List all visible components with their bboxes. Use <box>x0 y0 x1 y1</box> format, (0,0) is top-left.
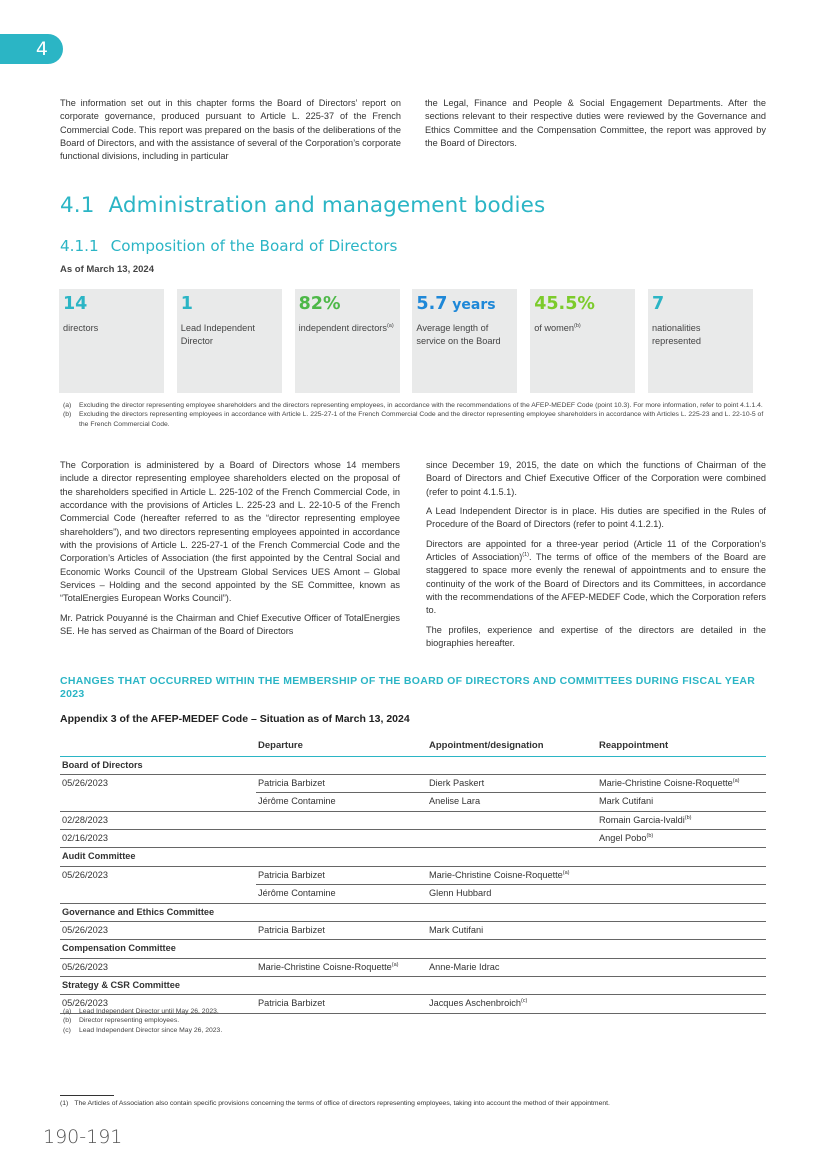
section-heading <box>60 190 545 221</box>
table-row: 02/28/2023 Romain Garcia-Ivaldi$^{(b)}$ <box>60 811 766 829</box>
kpi-notes <box>63 401 765 429</box>
body-left <box>60 459 400 656</box>
table-row: 05/26/2023 Patricia Barbizet Jacques Aschenbroich$^{(c)}$ <box>60 995 766 1013</box>
kpi-label: of women$^{(b)}$ <box>534 322 581 333</box>
kpi-value: 82% <box>298 294 341 314</box>
kpi-value: 1 <box>180 294 193 314</box>
paragraph: since December 19, 2015, the date on which the functions of Chairman of the Board of Directors and Chief Executive Officer of the Corporation were combined (refer to point 4.1.5.1). <box>426 460 766 497</box>
table-row: 05/26/2023 Patricia Barbizet Marie-Christine Coisne-Roquette$^{(a)}$ <box>60 866 766 884</box>
body-text <box>60 459 766 656</box>
appendix-title: Appendix 3 of the AFEP-MEDEF Code – Situation as of March 13, 2024 <box>60 713 410 725</box>
note: (a) Lead Independent Director until May 26, 2023. <box>63 1008 219 1015</box>
page-number: 190-191 <box>43 1126 123 1148</box>
note: (b) Director representing employees. <box>63 1017 180 1025</box>
subsection-heading <box>60 235 397 257</box>
changes-table <box>60 737 766 1014</box>
kpi-value: 45.5% <box>534 294 595 314</box>
col-reappointment: Reappointment <box>597 737 766 756</box>
subsection-number: 4.1.1 <box>60 237 99 255</box>
kpi-card <box>530 289 635 393</box>
section-number: 4.1 <box>60 193 95 218</box>
table-section: Strategy & CSR Committee <box>60 976 766 994</box>
table-section: Audit Committee <box>60 848 766 866</box>
paragraph: The profiles, experience and expertise of the directors are detailed in the biographies hereafter. <box>426 624 766 649</box>
kpi-card <box>295 289 400 393</box>
footnote-ref: (1) <box>522 552 530 558</box>
changes-title: CHANGES THAT OCCURRED WITHIN THE MEMBERSHIP OF THE BOARD OF DIRECTORS AND COMMITTEES DURING FISCAL YEAR 2023 <box>60 675 756 700</box>
kpi-row <box>59 289 753 393</box>
section-title: Administration and management bodies <box>108 193 546 218</box>
table-section: Board of Directors <box>60 756 766 774</box>
table-notes <box>63 1007 222 1035</box>
table-header <box>60 737 766 756</box>
footnote: (1) The Articles of Association also contain specific provisions concerning the terms of office of directors representing employees, taking into account the method of their appointment. <box>60 1100 610 1107</box>
note: (b) Excluding the directors representing employees in accordance with Article L. 225-27-1 of the French Commercial Code and the director representing employee shareholders in accordance with Articles L. 225-23 and L. 22-10-5 of the French Commercial Code. <box>63 411 764 428</box>
subsection-title: Composition of the Board of Directors <box>110 237 398 255</box>
table-row: 02/16/2023 Angel Pobo$^{(b)}$ <box>60 830 766 848</box>
kpi-card <box>59 289 164 393</box>
body-right <box>426 459 766 656</box>
col-appointment: Appointment/designation <box>427 737 597 756</box>
paragraph: Mr. Patrick Pouyanné is the Chairman and Chief Executive Officer of TotalEnergies SE. He has served as Chairman of the Board of Directors <box>60 612 400 637</box>
chapter-number: 4 <box>35 38 48 60</box>
intro-left: The information set out in this chapter forms the Board of Directors’ report on corporate governance, produced pursuant to Article L. 225-37 of the French Commercial Code. This report was prepared on the basis of the deliberations of the Board of Directors, and with the assistance of several of the Corporation’s corporate functional divisions, including in particular <box>60 98 401 162</box>
kpi-label: independent directors$^{(a)}$ <box>298 322 394 333</box>
kpi-card <box>177 289 282 393</box>
table-row: Jérôme Contamine Anelise Lara Mark Cutifani <box>60 793 766 811</box>
kpi-value: 14 <box>63 294 88 314</box>
paragraph: A Lead Independent Director is in place. His duties are specified in the Rules of Procedure of the Board of Directors (refer to point 4.1.2.1). <box>426 506 766 530</box>
kpi-label: Lead Independent Director <box>180 323 255 346</box>
table-row: 05/26/2023 Patricia Barbizet Dierk Paskert Marie-Christine Coisne-Roquette$^{(a)}$ <box>60 775 766 793</box>
table-row: Jérôme Contamine Glenn Hubbard <box>60 885 766 903</box>
kpi-card <box>412 289 517 393</box>
kpi-card <box>648 289 753 393</box>
table-row: 05/26/2023 Marie-Christine Coisne-Roquette$^{(a)}$ Anne-Marie Idrac <box>60 958 766 976</box>
kpi-label: Average length of service on the Board <box>416 323 501 346</box>
kpi-label: directors <box>63 323 99 333</box>
note: (a) Excluding the director representing employee shareholders and the directors representing employees, in accordance with the recommendations of the AFEP-MEDEF Code (point 10.3). For more information, refer to point 4.1.1.4. <box>63 402 763 409</box>
paragraph: Directors are appointed for a three-year period (Article 11 of the Corporation’s Articles of Association)$^{(1)}$. The terms of office of the members of the Board are staggered to space more evenly the renewal of appointments and to ensure the continuity of the work of the Board of Directors and its Committees, in accordance with the recommendations of the AFEP-MEDEF Code, which the Corporation refers to. <box>426 538 766 616</box>
as-of-date: As of March 13, 2024 <box>60 264 154 275</box>
kpi-label: nationalities represented <box>651 323 702 346</box>
table-section: Governance and Ethics Committee <box>60 903 766 921</box>
table-row: 05/26/2023 Patricia Barbizet Mark Cutifani <box>60 921 766 939</box>
paragraph: The Corporation is administered by a Board of Directors whose 14 members include a director representing employee shareholders elected on the proposal of the shareholders specified in Article L. 225-102 of the French Commercial Code, in accordance with the provisions of Articles L. 225-23 and L. 22-10-5 of the French Commercial Code (hereafter referred to as the “director representing employee shareholders”), and two directors representing employees appointed in accordance with the provisions of Article L. 225-27-1 of the French Commercial Code and the Corporation’s Articles of Association (the first appointed by the Central Social and Economic Works Council of the Upstream Global Services UES Amont – Global Services – Holding and the second appointed by the SE Committee, known as “TotalEnergies European Works Council”). <box>60 460 400 604</box>
kpi-value: 7 <box>651 294 665 314</box>
chapter-tab <box>0 34 63 64</box>
col-departure: Departure <box>256 737 427 756</box>
table-section: Compensation Committee <box>60 940 766 958</box>
intro-right: the Legal, Finance and People & Social Engagement Departments. After the sections relevant to their respective duties were reviewed by the Governance and Ethics Committee and the Compensation Committee, the report was approved by the Board of Directors. <box>425 98 766 149</box>
kpi-value: 5.7 years <box>416 294 496 314</box>
footnote-divider <box>60 1095 114 1096</box>
note: (c) Lead Independent Director since May 26, 2023. <box>63 1026 223 1034</box>
intro-text <box>60 97 766 164</box>
